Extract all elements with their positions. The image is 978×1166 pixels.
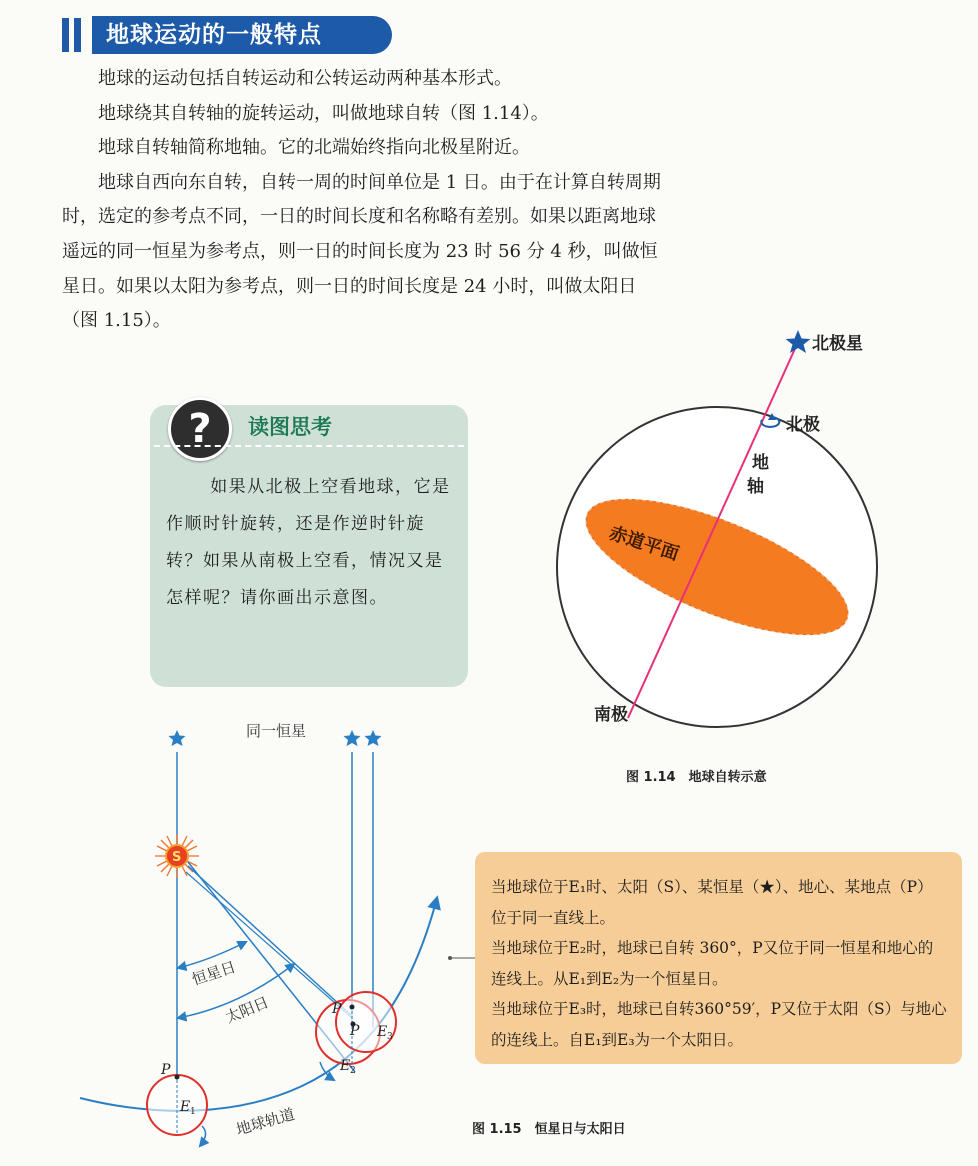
- earth-e3: [336, 992, 396, 1052]
- header-bar-right: [74, 18, 81, 52]
- label-sidereal-day: 恒星日: [189, 957, 239, 989]
- body-text: [62, 62, 672, 339]
- label-e2-sub: 2: [350, 1066, 356, 1076]
- sun-line-p2: [186, 872, 352, 1018]
- think-box-title: 读图思考: [248, 415, 332, 439]
- label-axis-2: 轴: [747, 477, 764, 497]
- paragraph: 地球绕其自转轴的旋转运动，叫做地球自转（图 1.14）。: [98, 102, 549, 124]
- label-e1-sub: 1: [190, 1107, 196, 1117]
- label-south-pole: 南极: [594, 705, 628, 725]
- label-equator-plane: 赤道平面: [606, 522, 682, 566]
- think-box-text: [166, 469, 456, 617]
- paragraph: 地球的运动包括自转运动和公转运动两种基本形式。: [98, 68, 512, 89]
- explanation-line: 当地球位于E₃时，地球已自转360°59′，P又位于太阳（S）与地心的连线上。自E₁到E₃为一个太阳日。: [491, 1000, 947, 1049]
- label-p-e3: P: [350, 1023, 360, 1039]
- label-e1: E: [180, 1099, 191, 1115]
- paragraph: 地球自转轴简称地轴。它的北端始终指向北极星附近。: [98, 137, 530, 159]
- explanation-box: [475, 852, 962, 1064]
- point-p-e2: [350, 1005, 355, 1010]
- label-e2: E: [340, 1058, 351, 1074]
- figure-sidereal-solar-day: [70, 710, 490, 1158]
- label-north-star: 北极星: [812, 334, 863, 354]
- label-e3: E: [377, 1024, 388, 1040]
- figure-earth-rotation: [540, 320, 940, 730]
- label-orbit: 地球轨道: [234, 1104, 297, 1139]
- point-p-e1: [175, 1075, 180, 1080]
- section-title: 地球运动的一般特点: [92, 16, 392, 54]
- figure-14-caption: 图 1.14 地球自转示意: [626, 770, 767, 785]
- star-icon-middle: [344, 730, 361, 746]
- explanation-line: 当地球位于E₂时，地球已自转 360°，P又位于同一恒星和地心的连线上。从E₁到E₂为一个恒星日。: [491, 939, 934, 988]
- think-box-question: 如果从北极上空看地球，它是作顺时针旋转，还是作逆时针旋转？如果从南极上空看，情况又是怎样呢？请你画出示意图。: [166, 477, 451, 608]
- label-solar-day: 太阳日: [222, 993, 272, 1027]
- star-icon-left: [169, 730, 186, 746]
- reading-think-box: [150, 405, 468, 687]
- label-north-pole: 北极: [786, 415, 820, 435]
- north-star-icon: [786, 330, 811, 353]
- question-mark-icon: ?: [168, 397, 232, 461]
- label-p-e2: P: [332, 1001, 342, 1017]
- label-same-star: 同一恒星: [246, 722, 307, 740]
- label-p-e1: P: [161, 1062, 171, 1078]
- info-pointer-dot: [448, 956, 452, 960]
- paragraph: 地球自西向东自转，自转一周的时间单位是 1 日。由于在计算自转周期时，选定的参考点不同，一日的时间长度和名称略有差别。如果以距离地球遥远的同一恒星为参考点，则一日的时间长度为 23 时 56 分 4 秒，叫做恒星日。如果以太阳为参考点，则一日的时间长度是 24 小时，叫做太阳日（图 1.15）。: [62, 171, 661, 332]
- star-icon-right: [365, 730, 382, 746]
- section-header: [62, 14, 392, 56]
- sun-line-p: [188, 866, 352, 1016]
- explanation-line: 当地球位于E₁时、太阳（S）、某恒星（★）、地心、某地点（P）位于同一直线上。: [491, 878, 933, 927]
- rotation-arrow-e1-icon: [200, 1126, 206, 1146]
- label-e3-sub: 3: [387, 1032, 393, 1042]
- think-box-divider: [154, 445, 464, 447]
- label-axis-1: 地: [752, 453, 769, 473]
- figure-15-caption: 图 1.15 恒星日与太阳日: [472, 1122, 626, 1137]
- label-sun: S: [172, 850, 182, 865]
- header-bar-left: [62, 18, 69, 52]
